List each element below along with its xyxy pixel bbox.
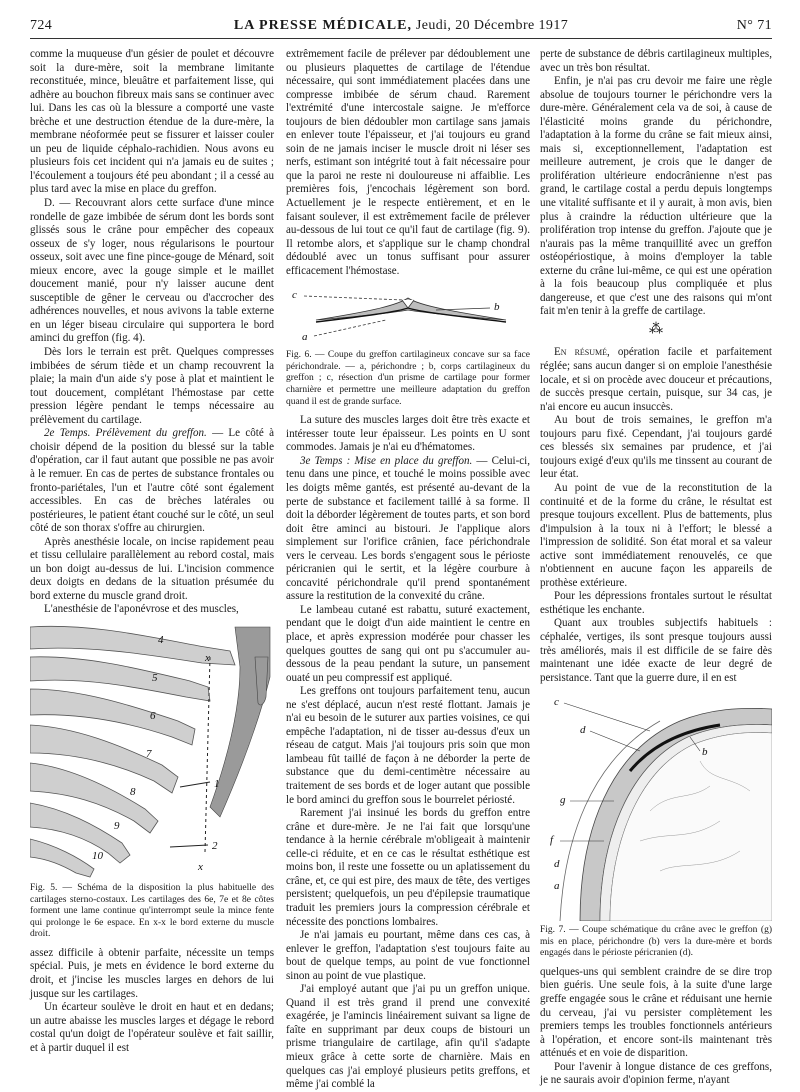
paragraph: Pour l'avenir à longue distance de ces greffons, je ne saurais avoir d'opinion ferme, n'ayant xyxy=(540,1060,772,1087)
figure-label: c xyxy=(554,696,559,709)
issue-number: N° 71 xyxy=(736,18,772,33)
paragraph: Dès lors le terrain est prêt. Quelques compresses imbibées de sérum tiède et un champ recouvrent la plaie; la main d'un aide s'y pose à plat et maintient le tout doucement, complétant l'hémostase par cette pression légère pendant le temps nécessaire au prélèvement du cartilage. xyxy=(30,346,274,426)
paragraph: L'anesthésie de l'aponévrose et des muscles, xyxy=(44,603,239,616)
figure-6-graft-section xyxy=(286,286,530,346)
paragraph: J'ai employé autant que j'ai pu un greffon unique. Quand il est très grand il prend une convexité exagérée, je l'amincis linéairement suivant sa ligne de faîte en supprimant par deux coups de bistouri un prisme triangulaire de cartilage, afin qu'il s'adapte mieux grâce à cette sorte de charnière. Mais en quelques cas j'ai employé plusieurs petits greffons, et même j'ai comblé la xyxy=(286,983,530,1091)
issue-date: Jeudi, 20 Décembre 1917 xyxy=(415,18,569,33)
figure-label: 10 xyxy=(92,849,103,862)
paragraph: Pour les dépressions frontales surtout le résultat esthétique les enchante. xyxy=(540,590,772,616)
figure-label: b xyxy=(702,746,708,759)
column-1 xyxy=(30,48,274,1055)
paragraph: Au point de vue de la reconstitution de la continuité et de la forme du crâne, le résultat est presque toujours excellent. Plus de battements, plus d'impulsion à la toux ni à l'effort; le blessé a l'impression de solidité. Son état moral et sa valeur active sont immédiatement renouvelés, ce que n'obtiennent en aucune façon les appareils de prothèse extérieure. xyxy=(540,481,772,589)
figure-5-rib-cartilages xyxy=(30,617,274,879)
paragraph: D. — Recouvrant alors cette surface d'une mince rondelle de gaze imbibée de sérum dont les bords sont glissés sous le crâne pour empêcher des copeaux osseux de s'y loger, nous régularisons le pourtour osseux, soit avec une fine pince-gouge de Ménard, soit mieux encore, avec la gouge simple et le maillet doucement manié, pour n'y laisser aucune dent susceptible de gêner le cerveau ou d'accrocher des adhérences nouvelles, et nous avivons la table externe en un léger biseau circulaire qui supportera le bord aminci du greffon (fig. 4). xyxy=(30,197,274,345)
journal-date-line xyxy=(30,18,772,34)
figure-6-caption: Fig. 6. — Coupe du greffon cartilagineux concave sur sa face périchondrale. — a, périchondre ; b, corps cartilagineux du greffon ; c, résection d'un prisme de cartilage pour former charnière et permettre une meilleure adaptation du greffon quand il est de grande surface. xyxy=(286,350,530,407)
figure-label: 7 xyxy=(146,747,152,760)
lead-in: En résumé, xyxy=(554,346,610,359)
paragraph: Au bout de trois semaines, le greffon m'a toujours paru fixé. Cependant, j'ai toujours gardé ces blessés six semaines par prudence, et j'ai toujours exigé d'eux qu'ils me tinssent au courant de leur état. xyxy=(540,414,772,481)
section-separator: ⁂ xyxy=(649,321,663,337)
paragraph: Rarement j'ai insinué les bords du greffon entre crâne et dure-mère. Je ne l'ai fait que lorsqu'une tendance à la hernie cérébrale m'obligeait à maintenir celle-ci réduite, et en ce cas le résultat esthétique est moins bon, il reste une fossette ou un aplatissement du crâne, et, ce qui est pire, des maux de tête, des vertiges persistent; quelquefois, un peu d'épilepsie traumatique traduit les premiers jours la compression cérébrale et nécessite des ponctions lombaires. xyxy=(286,807,530,928)
figure-7-caption: Fig. 7. — Coupe schématique du crâne avec le greffon (g) mis en place, périchondre (b) vers la dure-mère et bords engagés dans le périoste péricranien (d). xyxy=(540,925,772,959)
figure-label: d xyxy=(580,724,586,737)
paragraph: extrêmement facile de prélever par dédoublement une ou plusieurs plaquettes de cartilage de l'étendue nécessaire, qui sont immédiatement placées dans une compresse imbibée de sérum chaud. Rarement l'extrémité d'une intercostale saigne. Je m'efforce toujours de bien dédoubler mon cartilage sans jamais en enlever toute l'épaisseur, et j'ai toujours eu grand soin de ne jamais inciser le muscle droit ni léser ses nerfs, estimant son intégrité tout à fait nécessaire pour que la paroi ne reste ni douloureuse ni affaiblie. Les premières fois, j'encochais légèrement son bord. Actuellement je le respecte entièrement, et en le faisant soulever, il est extrêmement facile de prélever au-dessous de lui tout ce qu'il faut de cartilage (fig. 9). Il retombe alors, et s'applique sur le champ chondral dédoublé avec un tonus suffisant pour assurer efficacement l'hémostase. xyxy=(286,48,530,277)
page-number: 724 xyxy=(30,18,53,33)
paragraph: assez difficile à obtenir parfaite, nécessite un temps spécial. Puis, je mets en évidence le bord externe du droit, et j'incise les muscles larges en dehors de lui jusque sur les cartilages. xyxy=(30,946,274,1000)
paragraph: 3e Temps : Mise en place du greffon. — Celui-ci, tenu dans une pince, et touché le moins possible avec les doigts même gantés, est présenté au-devant de la perte de substance et facilement taillé à sa forme. Il doit la déborder légèrement de toutes parts, et son bord doit être aminci au bistouri. Je l'applique alors simplement sur l'orifice crânien, face périchondrale vers le cerveau. Les bords s'engagent sous le périoste péricranien qui le sertit, et la légère courbure à concavité périchondrale qu'il prend spontanément assure la restitution de la convexité du crâne. xyxy=(286,454,530,603)
figure-7-skull-section xyxy=(540,691,772,921)
paragraph: Les greffons ont toujours parfaitement tenu, aucun ne s'est déplacé, aucun n'est resté flottant. Jamais je n'ai eu besoin de le suturer aux parties voisines, ce qui empêche l'adaptation, ni de tisser au-dessus d'eux un réseau de catgut. Mais j'ai toujours pris soin que mon lambeau fût taillé de façon à ne déborder la perte de substance que du demi-centimètre nécessaire au traitement de ses bords et de loger autant que possible le bord aminci du greffon sous le bourrelet périosté. xyxy=(286,685,530,806)
figure-5-caption: Fig. 5. — Schéma de la disposition la plus habituelle des cartilages sterno-costaux. Les cartilages des 6e, 7e et 8e côtes forment une lame continue qu'interrompt seule la mince fente qui prolonge le 6e espace. En x-x le bord externe du muscle droit. xyxy=(30,882,274,940)
figure-label: g xyxy=(560,794,566,807)
figure-label: 1 xyxy=(214,777,220,790)
section-heading: 2e Temps. Prélèvement du greffon. xyxy=(44,427,207,440)
figure-label: b xyxy=(494,301,500,314)
paragraph: La suture des muscles larges doit être très exacte et intéresser toute leur épaisseur. Les points en U sont commodes. Jamais je n'ai eu d'hématomes. xyxy=(286,414,530,454)
figure-label: x xyxy=(198,860,203,873)
figure-label: 2 xyxy=(212,839,218,852)
paragraph: Le lambeau cutané est rabattu, suturé exactement, pendant que le doigt d'un aide maintient le centre en place, et après expression modérée pour chasser les quelques gouttes de sang qui ont pu s'accumuler au-dessous de la peau pendant la suture, un pansement ouaté un peu compressif est appliqué. xyxy=(286,603,530,684)
paragraph: quelques-uns qui semblent craindre de se dire trop bien guéris. Une seule fois, à la suite d'une large greffe engagée sous le crâne et réduisant une hernie du cerveau, j'ai vu persister complètement les premiers temps les troubles fonctionnels antérieurs à l'opération, et encore sont-ils maintenant très atténués et en voie de disparition. xyxy=(540,965,772,1060)
paragraph: perte de substance de débris cartilagineux multiples, avec un très bon résultat. xyxy=(540,48,772,74)
figure-label: a xyxy=(554,880,560,893)
paragraph: Enfin, je n'ai pas cru devoir me faire une règle absolue de toujours tourner le périchondre vers la dure-mère. Généralement cela va de soi, à cause de l'élasticité moins grande du périchondre, l'adaptation à la forme du crâne se fait mieux ainsi, mais si, exceptionnellement, l'adaptation est meilleure autrement, je crois que le danger de prolifération ultérieure endocrânienne n'est pas grand, le cartilage costal a perdu depuis longtemps une vitalité suffisante et il y aurait, à mon avis, bien plus à craindre la réduction ultérieure que la prolifération trop intense du greffon. J'ajoute que je n'aurais pas la même tranquillité avec un greffon ostéopériostique, à moins d'employer la table externe du crâne lui-même, ce qui est une opération à la fois beaucoup plus compliquée et plus dangereuse, et que c'est une des raisons qui m'ont fait m'en tenir à la greffe de cartilage. xyxy=(540,75,772,318)
figure-label: 4 xyxy=(158,633,164,646)
section-heading: 3e Temps : Mise en place du greffon. xyxy=(300,454,473,467)
paragraph: Après anesthésie locale, on incise rapidement peau et tissu cellulaire parallèlement au rebord costal, mais un bon doigt au-dessus de lui. L'incision commence deux doigts en dedans de la situation présumée du bord externe du muscle grand droit. xyxy=(30,535,274,602)
header-rule xyxy=(30,38,772,39)
figure-label: 9 xyxy=(114,819,120,832)
column-3 xyxy=(540,48,772,1088)
running-header xyxy=(30,14,772,36)
paragraph: 2e Temps. Prélèvement du greffon. — Le côté à choisir dépend de la position du blessé sur la table d'opération, car il faut autant que possible ne pas avoir à le remuer. En cas de pertes de substance frontales ou fronto-pariétales, l'un et l'autre côté sont également accessibles. En cas de brèches latérales ou postérieures, le patient étant couché sur le côté, un seul côté de son thorax s'offre au chirurgien. xyxy=(30,427,274,535)
figure-label: x xyxy=(205,651,210,664)
figure-label: c xyxy=(292,289,297,302)
figure-label: 5 xyxy=(152,671,158,684)
journal-title: LA PRESSE MÉDICALE, xyxy=(233,18,412,33)
figure-label: 6 xyxy=(150,709,156,722)
paragraph: Quant aux troubles subjectifs habituels : céphalée, vertiges, ils sont presque toujours aussi très améliorés, mais il est difficile de se faire dès maintenant une idée exacte de leur degré de persistance. Tant que la guerre dure, il en est xyxy=(540,617,772,684)
paragraph: En résumé, opération facile et parfaitement réglée; sans aucun danger si on emploie l'anesthésie locale, et si on procède avec douceur et précautions, de succès presque certain, puisque, sur 34 cas, je n'ai encore eu aucun insuccès. xyxy=(540,346,772,413)
figure-label: f xyxy=(550,834,554,847)
figure-label: a xyxy=(302,331,308,344)
paragraph: comme la muqueuse d'un gésier de poulet et découvre soit la dure-mère, soit la membrane limitante reconstituée, mince, bleuâtre et parfaitement lisse, qui adhère au bouchon fibreux mais sans se continuer avec lui. Dans les cas où la blessure a comporté une vaste brèche et une destruction étendue de la dure-mère, la membrane néoformée peut se fissurer et laisser couler un peu de liquide céphalo-rachidien. Nous avons eu plusieurs fois cet incident qui n'a jamais eu de suites ; l'écoulement a toujours été peu abondant ; il a cessé au plus tard avec la mise en place du greffon. xyxy=(30,48,274,196)
figure-label: d xyxy=(554,858,560,871)
paragraph: Un écarteur soulève le droit en haut et en dedans; un autre abaisse les muscles larges et dégage le rebord costal qu'un doigt de l'opérateur soulève et fait saillir, et à partir duquel il est xyxy=(30,1001,274,1054)
paragraph: Je n'ai jamais eu pourtant, même dans ces cas, à enlever le greffon, l'adaptation s'est toujours faite au bout de quelque temps, au point de vue fonctionnel sinon au point de vue plastique. xyxy=(286,929,530,982)
column-2 xyxy=(286,48,530,1092)
figure-label: 8 xyxy=(130,785,136,798)
